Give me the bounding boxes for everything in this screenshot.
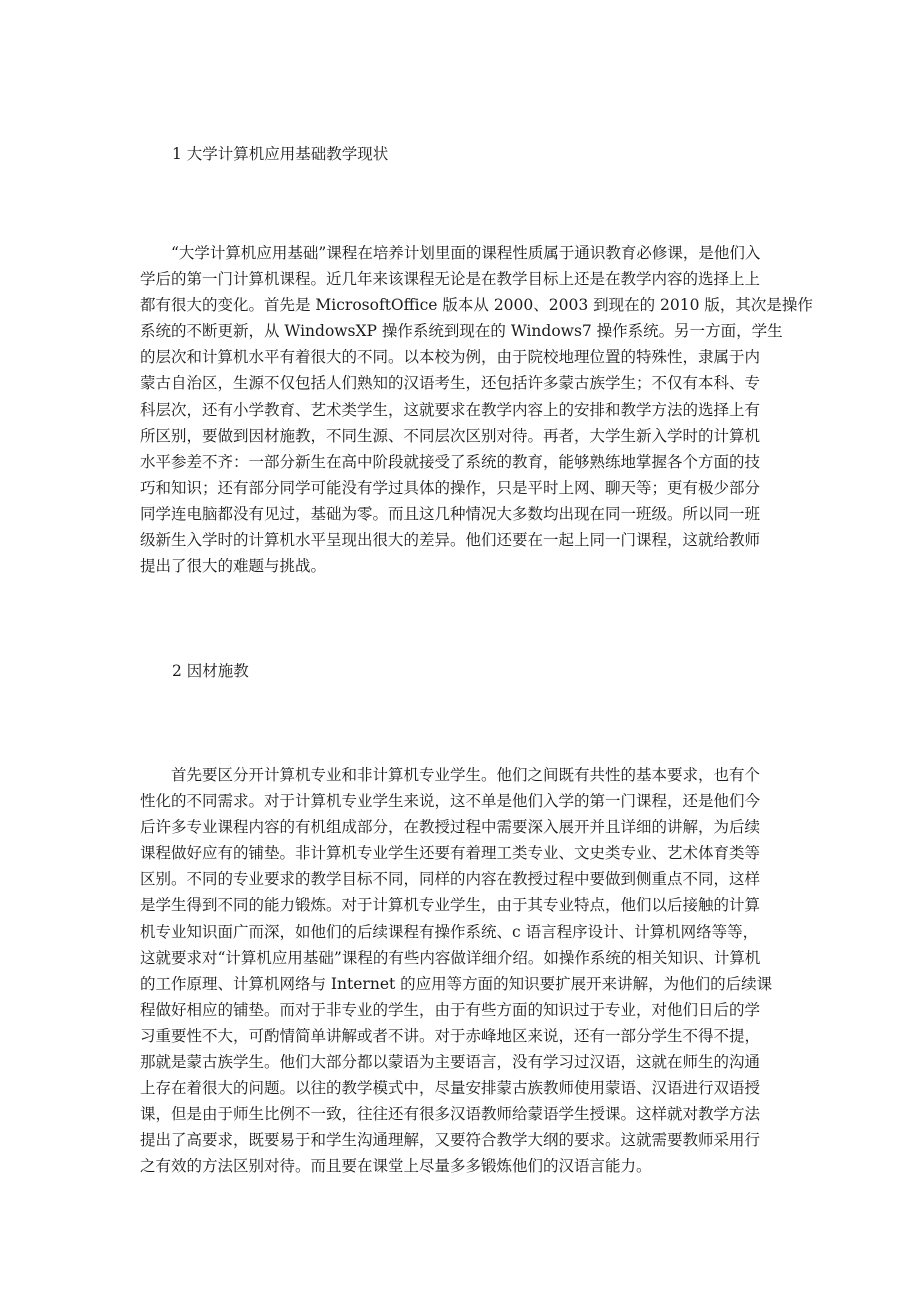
paragraph-line: 程做好相应的铺垫。而对于非专业的学生，由于有些方面的知识过于专业，对他们日后的学 bbox=[140, 1000, 761, 1019]
paragraph-line: 的工作原理、计算机网络与 Internet 的应用等方面的知识要扩展开来讲解，为他们的后续课 bbox=[140, 974, 773, 993]
paragraph-line: 学后的第一门计算机课程。近几年来该课程无论是在教学目标上还是在教学内容的选择上上 bbox=[140, 270, 761, 289]
paragraph-line: 区别。不同的专业要求的教学目标不同，同样的内容在教授过程中要做到侧重点不同，这样 bbox=[140, 870, 761, 889]
paragraph-line: 首先要区分开计算机专业和非计算机专业学生。他们之间既有共性的基本要求，也有个 bbox=[140, 766, 761, 784]
paragraph-line: 同学连电脑都没有见过，基础为零。而且这几种情况大多数均出现在同一班级。所以同一班 bbox=[140, 504, 761, 523]
paragraph-line: 系统的不断更新，从 WindowsXP 操作系统到现在的 Windows7 操作系统。另一方面，学生 bbox=[140, 322, 783, 341]
paragraph-line: 的层次和计算机水平有着很大的不同。以本校为例，由于院校地理位置的特殊性，隶属于内 bbox=[140, 348, 761, 367]
paragraph-line: 级新生入学时的计算机水平呈现出很大的差异。他们还要在一起上同一门课程，这就给教师 bbox=[140, 531, 761, 550]
paragraph-line: 提出了高要求，既要易于和学生沟通理解，又要符合教学大纲的要求。这就需要教师采用行 bbox=[140, 1131, 761, 1150]
paragraph-line: 巧和知识；还有部分同学可能没有学过具体的操作，只是平时上网、聊天等；更有极少部分 bbox=[140, 478, 761, 497]
paragraph-line: 那就是蒙古族学生。他们大部分都以蒙语为主要语言，没有学习过汉语，这就在师生的沟通 bbox=[140, 1053, 761, 1072]
section-heading-2: 2 因材施教 bbox=[172, 662, 249, 680]
paragraph-line: 所区别，要做到因材施教，不同生源、不同层次区别对待。再者，大学生新入学时的计算机 bbox=[140, 426, 761, 445]
section-heading-1: 1 大学计算机应用基础教学现状 bbox=[172, 145, 389, 163]
paragraph-line: 性化的不同需求。对于计算机专业学生来说，这不单是他们入学的第一门课程，还是他们今 bbox=[140, 792, 761, 811]
paragraph-line: 上存在着很大的问题。以往的教学模式中，尽量安排蒙古族教师使用蒙语、汉语进行双语授 bbox=[140, 1079, 761, 1098]
paragraph-line: 后许多专业课程内容的有机组成部分，在教授过程中需要深入展开并且详细的讲解，为后续 bbox=[140, 818, 761, 837]
paragraph-line: 是学生得到不同的能力锻炼。对于计算机专业学生，由于其专业特点，他们以后接触的计算 bbox=[140, 896, 761, 915]
paragraph-line: 都有很大的变化。首先是 MicrosoftOffice 版本从 2000、2003 到现在的 2010 版，其次是操作 bbox=[140, 296, 813, 315]
paragraph-line: 课，但是由于师生比例不一致，往往还有很多汉语教师给蒙语学生授课。这样就对教学方法 bbox=[140, 1105, 761, 1124]
paragraph-line: 之有效的方法区别对待。而且要在课堂上尽量多多锻炼他们的汉语言能力。 bbox=[140, 1157, 652, 1176]
paragraph-line: 这就要求对“计算机应用基础”课程的有些内容做详细介绍。如操作系统的相关知识、计算机 bbox=[140, 948, 761, 967]
paragraph-line: 提出了很大的难题与挑战。 bbox=[140, 557, 327, 576]
section-1-paragraph bbox=[140, 240, 813, 579]
paragraph-line: 课程做好应有的铺垫。非计算机专业学生还要有着理工类专业、文史类专业、艺术体育类等 bbox=[140, 844, 761, 863]
paragraph-line: 水平参差不齐：一部分新生在高中阶段就接受了系统的教育，能够熟练地掌握各个方面的技 bbox=[140, 452, 761, 471]
paragraph-line: “大学计算机应用基础”课程在培养计划里面的课程性质属于通识教育必修课，是他们入 bbox=[140, 244, 761, 262]
section-2-paragraph bbox=[140, 762, 790, 1180]
paragraph-line: 机专业知识面广而深，如他们的后续课程有操作系统、c 语言程序设计、计算机网络等等， bbox=[140, 922, 759, 941]
paragraph-line: 蒙古自治区，生源不仅包括人们熟知的汉语考生，还包括许多蒙古族学生；不仅有本科、专 bbox=[140, 374, 761, 393]
paragraph-line: 习重要性不大，可酌情简单讲解或者不讲。对于赤峰地区来说，还有一部分学生不得不提， bbox=[140, 1026, 761, 1045]
paragraph-line: 科层次，还有小学教育、艺术类学生，这就要求在教学内容上的安排和教学方法的选择上有 bbox=[140, 400, 761, 419]
